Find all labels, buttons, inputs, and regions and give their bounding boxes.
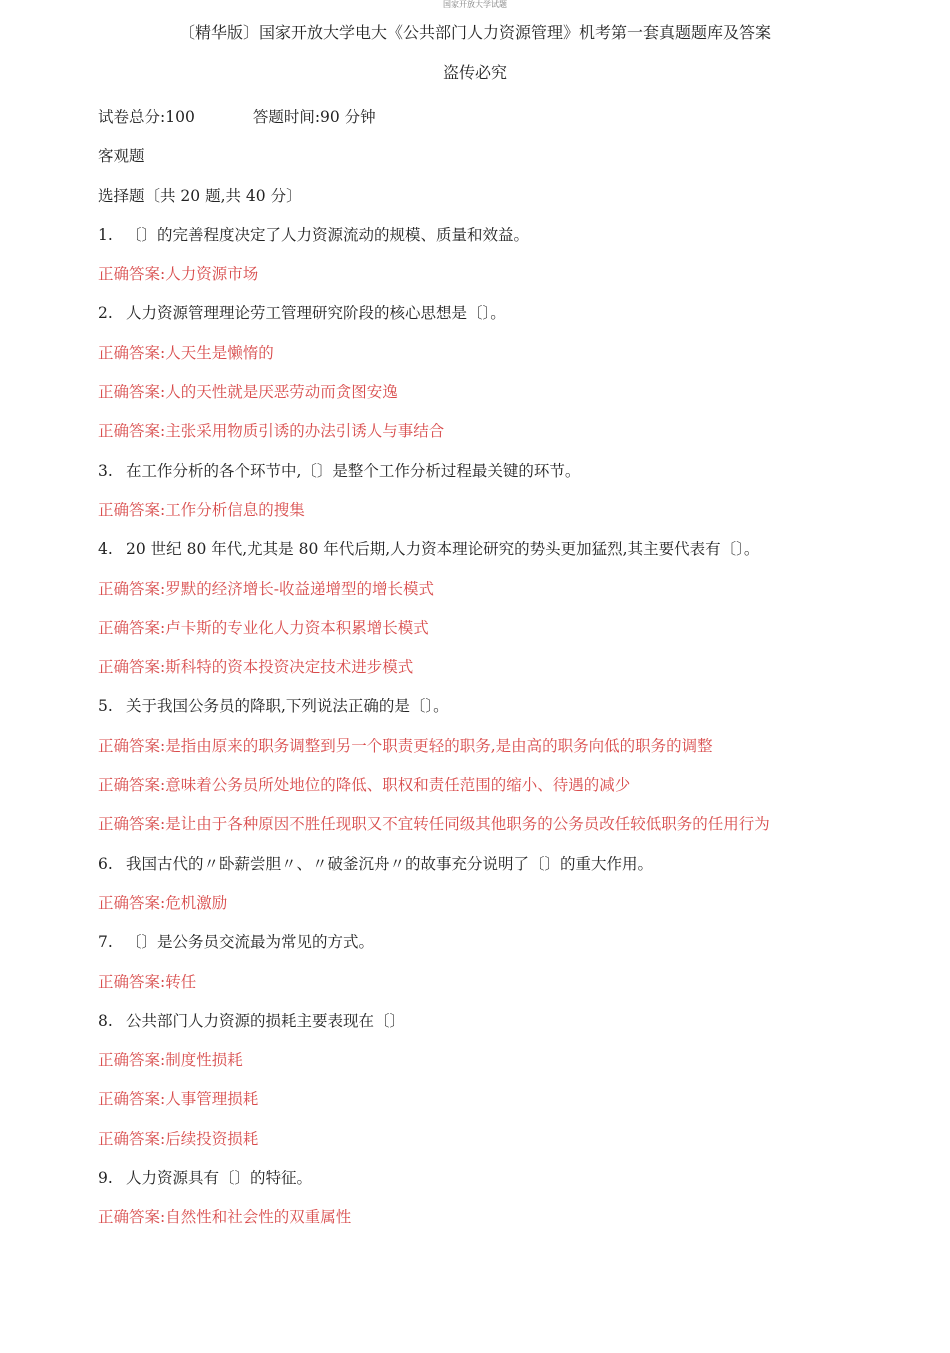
correct-answer: 正确答案:人天生是懒惰的	[98, 343, 274, 362]
page-header-note: 国家开放大学试题	[443, 0, 507, 9]
question-item	[98, 929, 928, 968]
subsection-heading: 选择题〔共 20 题,共 40 分〕	[98, 186, 302, 205]
correct-answer: 正确答案:是指由原来的职务调整到另一个职责更轻的职务,是由高的职务向低的职务的调整	[98, 736, 713, 755]
question-number: 9.	[98, 1169, 113, 1188]
question-text: 〔〕的完善程度决定了人力资源流动的规模、质量和效益。	[126, 225, 530, 244]
exam-time: 答题时间:90 分钟	[252, 108, 376, 126]
exam-meta	[98, 104, 928, 143]
document-subtitle: 盗传必究	[442, 63, 507, 82]
correct-answer: 正确答案:工作分析信息的搜集	[98, 500, 305, 519]
question-number: 4.	[98, 540, 113, 559]
correct-answer: 正确答案:人力资源市场	[98, 265, 259, 284]
correct-answer: 正确答案:罗默的经济增长-收益递增型的增长模式	[98, 579, 434, 598]
correct-answer: 正确答案:主张采用物质引诱的办法引诱人与事结合	[98, 422, 445, 441]
question-item	[98, 222, 928, 261]
correct-answer: 正确答案:自然性和社会性的双重属性	[98, 1208, 352, 1227]
question-item	[98, 693, 928, 732]
question-text: 在工作分析的各个环节中,〔〕是整个工作分析过程最关键的环节。	[126, 461, 581, 480]
question-list	[98, 222, 928, 1244]
document-title: 〔精华版〕国家开放大学电大《公共部门人力资源管理》机考第一套真题题库及答案	[178, 23, 771, 42]
question-number: 7.	[98, 933, 113, 952]
question-number: 6.	[98, 854, 113, 873]
question-item	[98, 1165, 928, 1204]
question-text: 人力资源管理理论劳工管理研究阶段的核心思想是〔〕。	[126, 304, 506, 323]
question-text: 公共部门人力资源的损耗主要表现在〔〕	[126, 1011, 406, 1030]
correct-answer: 正确答案:意味着公务员所处地位的降低、职权和责任范围的缩小、待遇的减少	[98, 776, 631, 795]
question-number: 3.	[98, 461, 113, 480]
question-number: 2.	[98, 304, 113, 323]
correct-answer: 正确答案:人的天性就是厌恶劳动而贪图安逸	[98, 383, 398, 402]
correct-answer: 正确答案:制度性损耗	[98, 1051, 243, 1070]
total-score: 试卷总分:100	[98, 108, 195, 126]
correct-answer: 正确答案:危机激励	[98, 893, 228, 912]
question-item	[98, 300, 928, 339]
question-text: 20 世纪 80 年代,尤其是 80 年代后期,人力资本理论研究的势头更加猛烈,其主要代表有〔〕。	[126, 540, 760, 559]
question-item	[98, 851, 928, 890]
correct-answer: 正确答案:斯科特的资本投资决定技术进步模式	[98, 658, 414, 677]
exam-content	[98, 104, 928, 1244]
question-number: 1.	[98, 225, 113, 244]
question-text: 人力资源具有〔〕的特征。	[126, 1169, 313, 1188]
correct-answer: 正确答案:卢卡斯的专业化人力资本积累增长模式	[98, 618, 429, 637]
question-item	[98, 536, 928, 575]
question-text: 关于我国公务员的降职,下列说法正确的是〔〕。	[126, 697, 449, 716]
section-heading: 客观题	[98, 147, 145, 166]
correct-answer: 正确答案:后续投资损耗	[98, 1129, 259, 1148]
correct-answer: 正确答案:转任	[98, 972, 197, 991]
correct-answer: 正确答案:是让由于各种原因不胜任现职又不宜转任同级其他职务的公务员改任较低职务的任用行为	[98, 815, 770, 834]
question-item	[98, 1008, 928, 1047]
question-text: 我国古代的〃卧薪尝胆〃、〃破釜沉舟〃的故事充分说明了〔〕的重大作用。	[126, 854, 654, 873]
correct-answer: 正确答案:人事管理损耗	[98, 1090, 259, 1109]
question-item	[98, 458, 928, 497]
question-number: 5.	[98, 697, 113, 716]
question-text: 〔〕是公务员交流最为常见的方式。	[126, 933, 375, 952]
question-number: 8.	[98, 1011, 113, 1030]
